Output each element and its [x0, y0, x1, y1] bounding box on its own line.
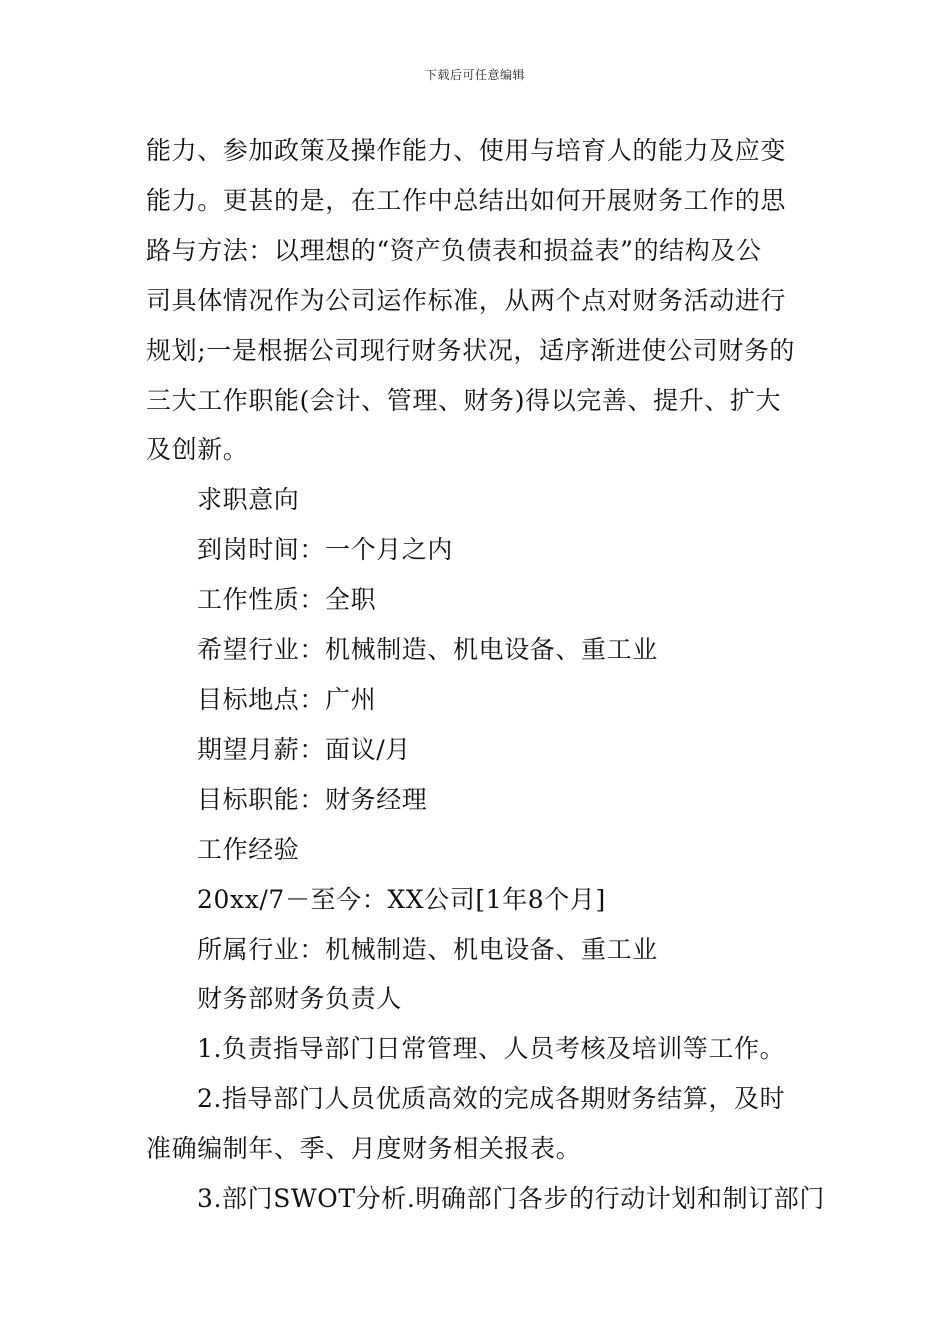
work-position: 财务部财务负责人	[197, 984, 402, 1014]
target-function: 目标职能：财务经理	[197, 784, 428, 814]
section-heading-work-experience: 工作经验	[197, 834, 300, 864]
paragraph-line: 能力、参加政策及操作能力、使用与培育人的能力及应变	[146, 136, 787, 165]
duty-item-2: 2.指导部门人员优质高效的完成各期财务结算，及时	[197, 1084, 786, 1114]
arrival-time: 到岗时间：一个月之内	[197, 535, 454, 565]
desired-industry: 希望行业：机械制造、机电设备、重工业	[197, 635, 658, 665]
paragraph-line: 及创新。	[146, 435, 249, 465]
duty-item-1: 1.负责指导部门日常管理、人员考核及培训等工作。	[197, 1034, 786, 1064]
job-type: 工作性质：全职	[197, 585, 377, 615]
expected-salary: 期望月薪：面议/月	[197, 734, 411, 764]
duty-item-2-continued: 准确编制年、季、月度财务相关报表。	[146, 1134, 582, 1164]
work-period: 20xx/7－至今：XX公司[1年8个月]	[197, 884, 606, 914]
paragraph-line: 司具体情况作为公司运作标准，从两个点对财务活动进行	[146, 285, 787, 315]
section-heading-job-intention: 求职意向	[197, 485, 300, 515]
page-header-note: 下载后可任意编辑	[424, 68, 525, 82]
work-industry: 所属行业：机械制造、机电设备、重工业	[197, 934, 658, 964]
paragraph-line: 规划;一是根据公司现行财务状况，适序渐进使公司财务的	[146, 335, 796, 365]
duty-item-3: 3.部门SWOT分析.明确部门各步的行动计划和制订部门	[197, 1184, 825, 1214]
target-location: 目标地点：广州	[197, 684, 377, 714]
paragraph-line: 三大工作职能(会计、管理、财务)得以完善、提升、扩大	[146, 385, 782, 415]
document-body	[146, 126, 825, 1224]
paragraph-line: 路与方法：以理想的“资产负债表和损益表”的结构及公	[146, 235, 762, 265]
paragraph-line: 能力。更甚的是，在工作中总结出如何开展财务工作的思	[146, 185, 787, 215]
